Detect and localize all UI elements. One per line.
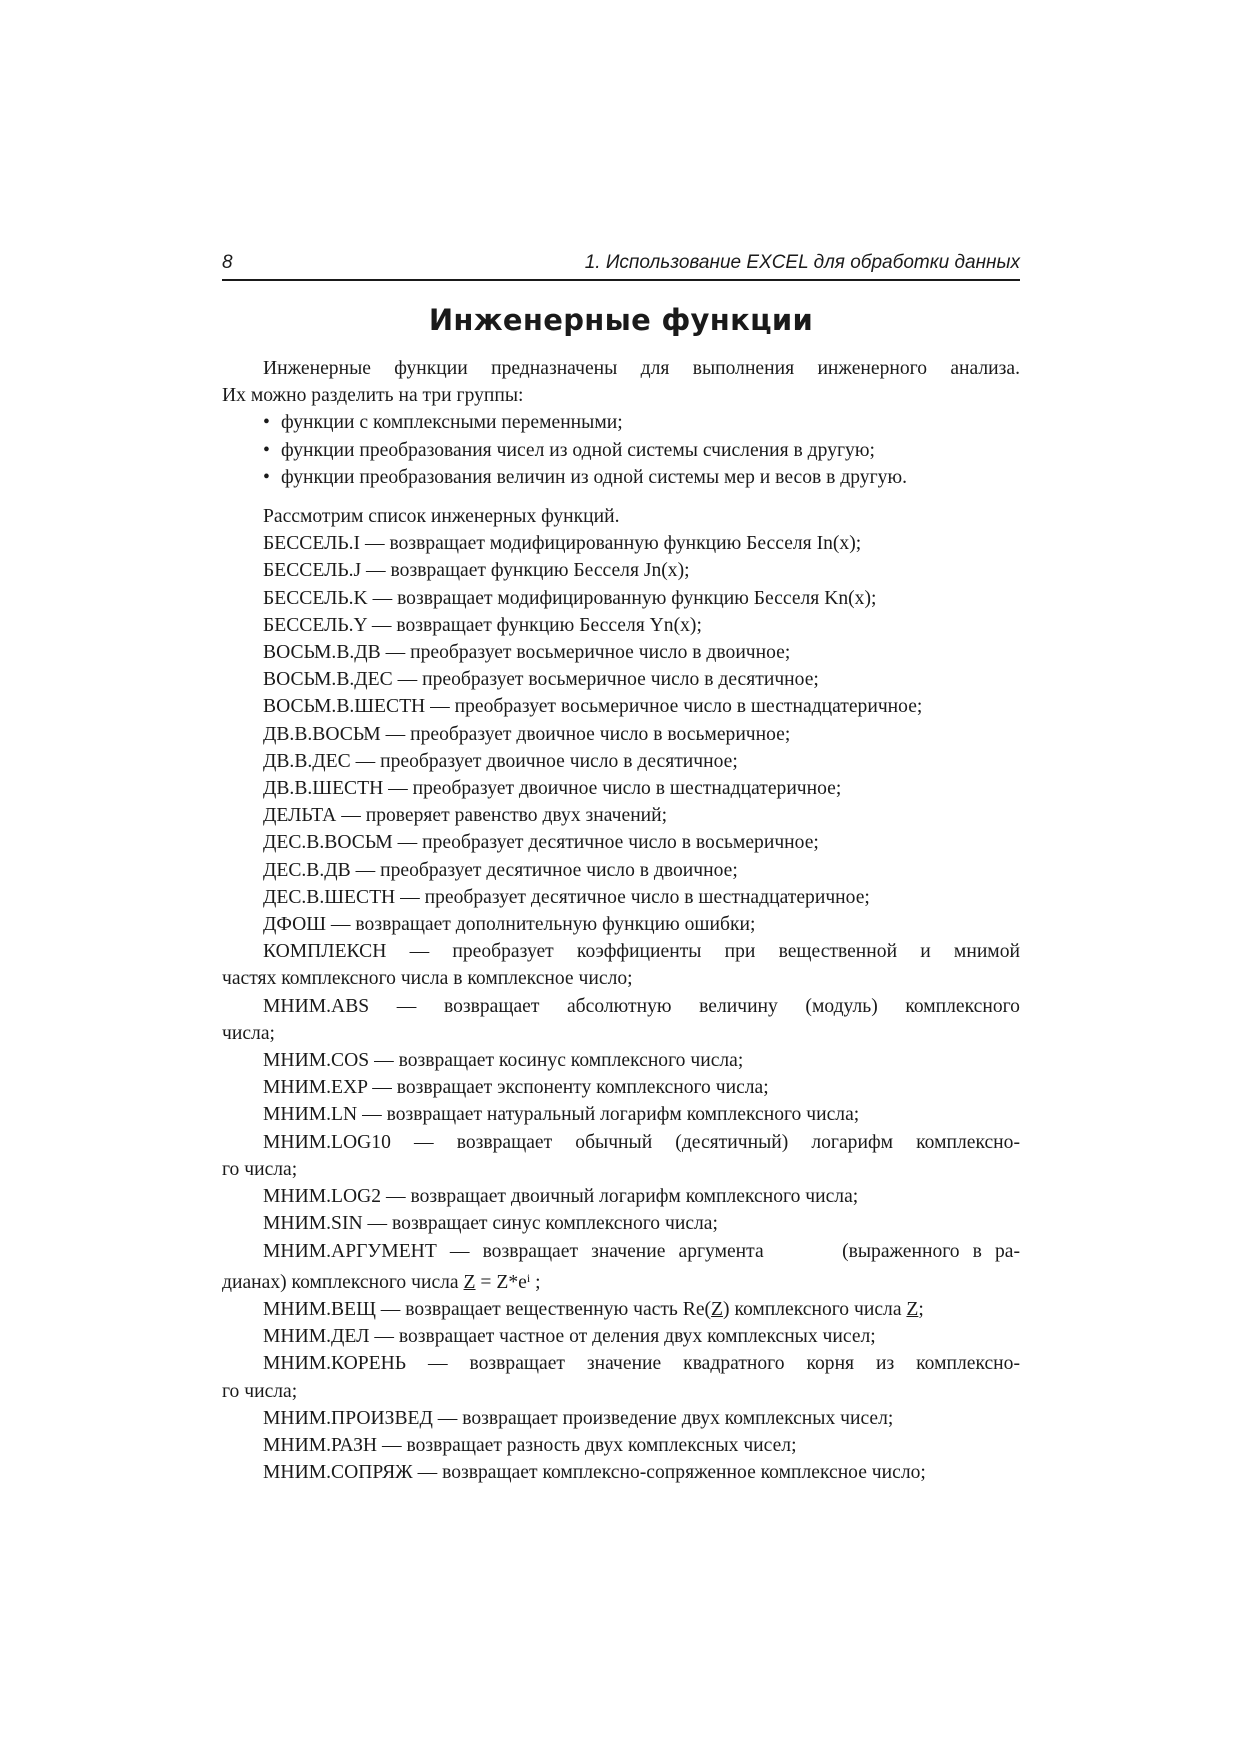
function-entry [222, 911, 1020, 938]
dash: — [400, 886, 420, 908]
function-entry [222, 530, 1020, 557]
function-entry-argument-cont: дианах) комплексного числа $Z = Z*e^i$ ; [222, 1270, 541, 1293]
function-list-2 [222, 1047, 1020, 1129]
dash: — [381, 1434, 402, 1456]
function-entry [222, 1405, 1020, 1432]
function-description: возвращает комплексно-сопряженное комплексное число; [442, 1462, 926, 1484]
function-list [222, 530, 1020, 938]
dash: — [397, 669, 418, 691]
function-entry [222, 1459, 1020, 1486]
complex-z-symbol: Z [463, 1271, 476, 1293]
group-list [222, 409, 1020, 491]
function-entry [222, 829, 1020, 856]
function-entry [222, 1183, 1020, 1210]
function-name: ВОСЬМ.В.ДЕС [263, 669, 393, 691]
function-description: возвращает экспоненту комплексного числа; [396, 1077, 769, 1099]
function-description: возвращает косинус комплексного числа; [398, 1050, 744, 1072]
function-entry-sqrt-cont: го числа; [222, 1380, 298, 1402]
function-entry-sqrt: МНИМ.КОРЕНЬ — возвращает значение квадратного корня из комплексно- [263, 1353, 1020, 1375]
dash: — [364, 533, 385, 555]
function-name: МНИМ.РАЗН [263, 1434, 378, 1456]
function-description: возвращает частное от деления двух комплексных чисел; [398, 1326, 876, 1348]
function-name: ДВ.В.ВОСЬМ [263, 723, 381, 745]
function-entry [222, 1074, 1020, 1101]
function-description: возвращает двоичный логарифм комплексного числа; [410, 1186, 859, 1208]
function-name: БЕССЕЛЬ.J [263, 560, 362, 582]
function-name: ДФОШ [263, 914, 327, 936]
function-name: МНИМ.ПРОИЗВЕД [263, 1407, 433, 1429]
function-description: преобразует десятичное число в восьмеричное; [422, 832, 819, 854]
bullet-icon: • [263, 412, 270, 434]
dash: — [341, 805, 361, 827]
function-list-5 [222, 1405, 1020, 1487]
dash: — [362, 1104, 382, 1126]
function-entry [222, 612, 1020, 639]
function-entry-abs: МНИМ.ABS — возвращает абсолютную величину (модуль) комплексного [263, 995, 1020, 1017]
book-page [222, 252, 1020, 1486]
dash: — [374, 1050, 394, 1072]
function-description: преобразует двоичное число в восьмеричное; [410, 723, 791, 745]
dash: — [385, 723, 406, 745]
function-entry-complex: КОМПЛЕКСН — преобразует коэффициенты при вещественной и мнимой [263, 941, 1020, 963]
function-description: преобразует двоичное число в десятичное; [380, 750, 738, 772]
function-name: БЕССЕЛЬ.I [263, 533, 361, 555]
chapter-title: 1. Использование EXCEL для обработки данных [584, 252, 1020, 273]
function-entry [222, 666, 1020, 693]
function-description: возвращает натуральный логарифм комплексного числа; [386, 1104, 860, 1126]
bullet-icon: • [263, 439, 270, 461]
function-description: преобразует десятичное число в шестнадцатеричное; [424, 886, 870, 908]
function-entry [222, 1101, 1020, 1128]
dash: — [397, 832, 418, 854]
function-description: преобразует десятичное число в двоичное; [380, 859, 738, 881]
function-entry [222, 748, 1020, 775]
group-list-item: • функции с комплексными переменными; [222, 409, 1020, 436]
function-description: возвращает модифицированную функцию Бесселя In(x); [389, 533, 862, 555]
function-entry-complex-cont: частях комплексного числа в комплексное число; [222, 968, 633, 990]
function-entry [222, 802, 1020, 829]
function-entry [222, 775, 1020, 802]
dash: — [385, 642, 406, 664]
function-name: ВОСЬМ.В.ДВ [263, 642, 381, 664]
function-entry [222, 1432, 1020, 1459]
function-description: преобразует восьмеричное число в шестнадцатеричное; [454, 696, 923, 718]
function-entry [222, 585, 1020, 612]
function-list-3 [222, 1183, 1020, 1237]
function-description: проверяет равенство двух значений; [365, 805, 668, 827]
group-list-item: • функции преобразования величин из одной системы мер и весов в другую. [222, 464, 1020, 491]
function-description: возвращает разность двух комплексных чисел; [406, 1434, 797, 1456]
function-entry [222, 1210, 1020, 1237]
function-entry [222, 857, 1020, 884]
function-entry-abs-cont: числа; [222, 1022, 275, 1044]
function-entry-argument: МНИМ.АРГУМЕНТ — возвращает значение аргумента (выраженного в ра- [263, 1240, 1021, 1262]
function-description: возвращает синус комплексного числа; [392, 1213, 718, 1235]
dash: — [330, 914, 351, 936]
function-entry [222, 1047, 1020, 1074]
dash: — [388, 778, 408, 800]
function-description: возвращает функцию Бесселя Yn(x); [396, 614, 702, 636]
body-text [222, 355, 1020, 1486]
function-entry [222, 693, 1020, 720]
function-entry [222, 884, 1020, 911]
complex-z-symbol: Z [906, 1298, 919, 1320]
function-name: ДЕС.В.ВОСЬМ [263, 832, 393, 854]
function-name: МНИМ.SIN [263, 1213, 363, 1235]
section-title: Инженерные функции [428, 303, 814, 337]
function-entry-log10-cont: го числа; [222, 1158, 298, 1180]
function-name: ДЕС.В.ШЕСТН [263, 886, 396, 908]
function-name: МНИМ.LN [263, 1104, 358, 1126]
dash: — [417, 1462, 438, 1484]
dash: — [372, 587, 393, 609]
function-description: возвращает функцию Бесселя Jn(x); [390, 560, 690, 582]
function-entry [222, 1323, 1020, 1350]
function-description: преобразует восьмеричное число в десятичное; [422, 669, 819, 691]
list-intro: Рассмотрим список инженерных функций. [263, 506, 620, 528]
function-name: ВОСЬМ.В.ШЕСТН [263, 696, 426, 718]
dash: — [355, 859, 376, 881]
function-description: преобразует двоичное число в шестнадцатеричное; [412, 778, 842, 800]
function-description: возвращает дополнительную функцию ошибки; [355, 914, 756, 936]
function-entry [222, 721, 1020, 748]
function-name: БЕССЕЛЬ.Y [263, 614, 367, 636]
complex-z-symbol: Z [711, 1298, 724, 1320]
function-name: МНИМ.СОПРЯЖ [263, 1462, 413, 1484]
function-name: МНИМ.COS [263, 1050, 370, 1072]
function-description: возвращает модифицированную функцию Бесселя Kn(x); [397, 587, 877, 609]
bullet-icon: • [263, 466, 270, 488]
function-entry-real: МНИМ.ВЕЩ — возвращает вещественную часть Re(Z) комплексного числа Z; [263, 1298, 924, 1320]
function-name: ДЕС.В.ДВ [263, 859, 351, 881]
dash: — [366, 560, 386, 582]
function-description: преобразует восьмеричное число в двоичное; [410, 642, 791, 664]
function-name: МНИМ.LOG2 [263, 1186, 382, 1208]
dash: — [374, 1326, 394, 1348]
dash: — [386, 1186, 406, 1208]
function-entry [222, 639, 1020, 666]
dash: — [372, 1077, 392, 1099]
function-name: БЕССЕЛЬ.K [263, 587, 368, 609]
function-name: ДВ.В.ШЕСТН [263, 778, 384, 800]
function-description: возвращает произведение двух комплексных чисел; [462, 1407, 894, 1429]
intro-line-1: Инженерные функции предназначены для выполнения инженерного анализа. [263, 358, 1020, 379]
dash: — [355, 750, 376, 772]
intro-line-2: Их можно разделить на три группы: [222, 385, 524, 407]
function-name: ДЕЛЬТА [263, 805, 337, 827]
function-name: МНИМ.ДЕЛ [263, 1326, 370, 1348]
function-entry [222, 557, 1020, 584]
group-list-item: • функции преобразования чисел из одной системы счисления в другую; [222, 437, 1020, 464]
dash: — [430, 696, 450, 718]
dash: — [437, 1407, 458, 1429]
function-name: ДВ.В.ДЕС [263, 750, 351, 772]
function-name: МНИМ.EXP [263, 1077, 368, 1099]
dash: — [371, 614, 392, 636]
dash: — [367, 1213, 388, 1235]
function-entry-log10: МНИМ.LOG10 — возвращает обычный (десятичный) логарифм комплексно- [263, 1131, 1020, 1153]
page-number: 8 [222, 252, 233, 273]
running-header [222, 252, 1020, 281]
function-list-4 [222, 1323, 1020, 1350]
